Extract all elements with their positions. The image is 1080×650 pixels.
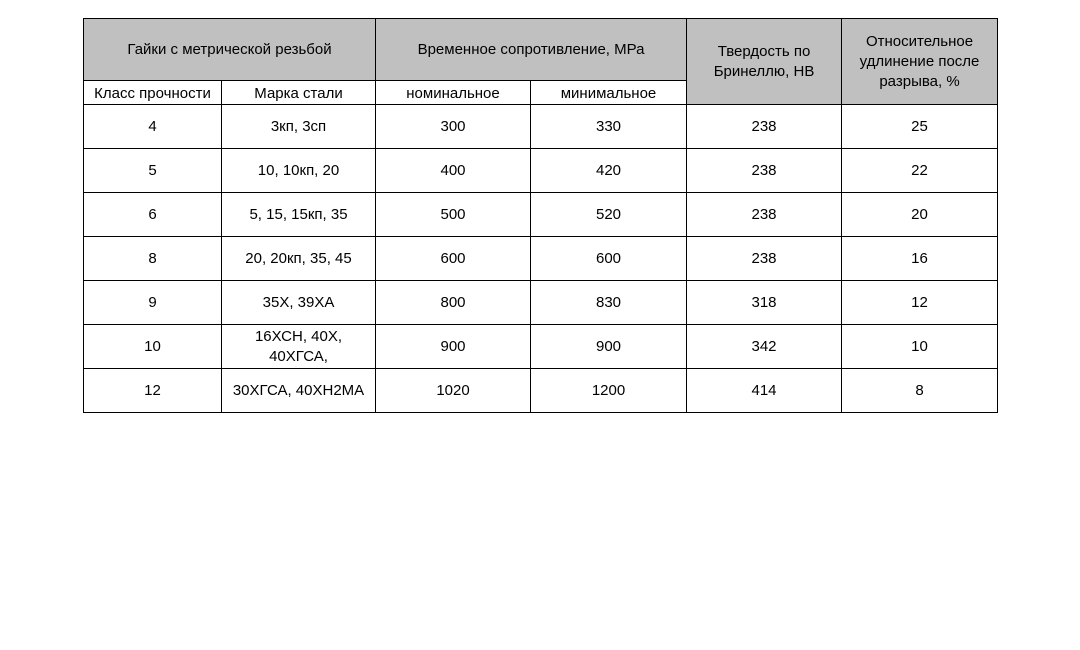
- properties-table: [83, 18, 998, 413]
- cell-nominal: 600: [376, 237, 531, 281]
- table-row: [84, 281, 998, 325]
- table-row: [84, 237, 998, 281]
- cell-hardness: 238: [687, 105, 842, 149]
- header-strength-class: Класс прочности: [84, 81, 222, 105]
- cell-steel: 16ХСН, 40Х, 40ХГСА,: [222, 325, 376, 369]
- cell-hardness: 238: [687, 193, 842, 237]
- cell-elongation: 16: [842, 237, 998, 281]
- header-brinell-hardness: Твердость по Бринеллю, НВ: [687, 19, 842, 105]
- cell-steel: 3кп, 3сп: [222, 105, 376, 149]
- cell-steel: 30ХГСА, 40ХН2МА: [222, 369, 376, 413]
- cell-elongation: 10: [842, 325, 998, 369]
- header-nominal: номинальное: [376, 81, 531, 105]
- cell-class: 6: [84, 193, 222, 237]
- cell-elongation: 20: [842, 193, 998, 237]
- header-minimal: минимальное: [531, 81, 687, 105]
- cell-nominal: 300: [376, 105, 531, 149]
- header-tensile-strength-group: Временное сопротивление, МРа: [376, 19, 687, 81]
- table-row: [84, 149, 998, 193]
- cell-hardness: 318: [687, 281, 842, 325]
- cell-steel: 35Х, 39ХА: [222, 281, 376, 325]
- table-row: [84, 325, 998, 369]
- cell-steel: 10, 10кп, 20: [222, 149, 376, 193]
- header-nuts-group: Гайки с метрической резьбой: [84, 19, 376, 81]
- cell-class: 9: [84, 281, 222, 325]
- header-steel-grade: Марка стали: [222, 81, 376, 105]
- cell-minimal: 520: [531, 193, 687, 237]
- table-row: [84, 369, 998, 413]
- cell-class: 5: [84, 149, 222, 193]
- cell-minimal: 420: [531, 149, 687, 193]
- header-elongation: Относительное удлинение после разрыва, %: [842, 19, 998, 105]
- cell-nominal: 800: [376, 281, 531, 325]
- cell-minimal: 600: [531, 237, 687, 281]
- cell-hardness: 414: [687, 369, 842, 413]
- cell-nominal: 900: [376, 325, 531, 369]
- cell-hardness: 238: [687, 237, 842, 281]
- table-row: [84, 193, 998, 237]
- cell-class: 8: [84, 237, 222, 281]
- cell-class: 10: [84, 325, 222, 369]
- cell-nominal: 1020: [376, 369, 531, 413]
- cell-elongation: 8: [842, 369, 998, 413]
- cell-minimal: 330: [531, 105, 687, 149]
- cell-steel: 5, 15, 15кп, 35: [222, 193, 376, 237]
- cell-steel: 20, 20кп, 35, 45: [222, 237, 376, 281]
- cell-minimal: 900: [531, 325, 687, 369]
- table-row: [84, 105, 998, 149]
- cell-minimal: 1200: [531, 369, 687, 413]
- cell-nominal: 500: [376, 193, 531, 237]
- cell-hardness: 342: [687, 325, 842, 369]
- cell-minimal: 830: [531, 281, 687, 325]
- cell-class: 4: [84, 105, 222, 149]
- cell-class: 12: [84, 369, 222, 413]
- cell-elongation: 25: [842, 105, 998, 149]
- cell-hardness: 238: [687, 149, 842, 193]
- cell-elongation: 22: [842, 149, 998, 193]
- cell-elongation: 12: [842, 281, 998, 325]
- cell-nominal: 400: [376, 149, 531, 193]
